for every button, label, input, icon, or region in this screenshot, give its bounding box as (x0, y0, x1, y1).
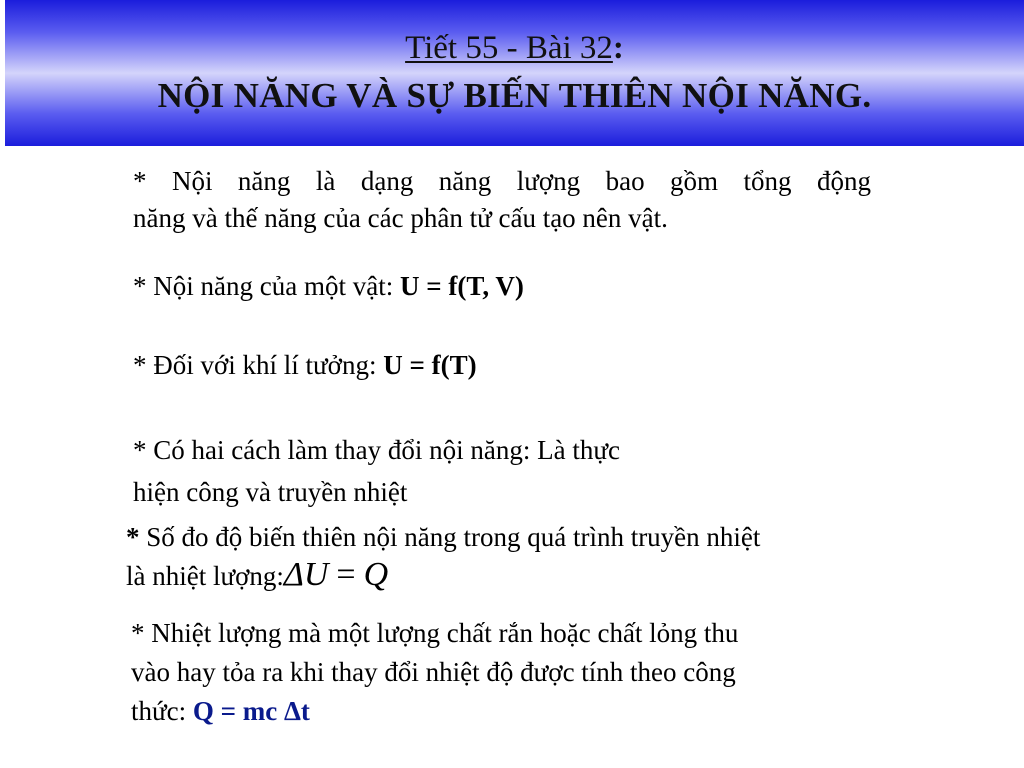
heat-measure-line-1 (126, 519, 760, 556)
lesson-number-text: Tiết 55 - Bài 32 (405, 30, 613, 66)
lesson-number (5, 30, 1024, 67)
page-title: NỘI NĂNG VÀ SỰ BIẾN THIÊN NỘI NĂNG. (157, 76, 872, 115)
delta-u-rhs: Q (363, 556, 389, 593)
heat-measure-line-2 (126, 556, 388, 595)
title-banner (5, 0, 1024, 146)
delta-u-formula (284, 556, 388, 593)
internal-energy-formula: U = f(T, V) (399, 271, 524, 301)
definition-paragraph (133, 163, 871, 237)
heat-formula-line-1: * Nhiệt lượng mà một lượng chất rắn hoặc chất lỏng thu (131, 618, 739, 648)
ways-to-change-line-2: hiện công và truyền nhiệt (133, 477, 408, 507)
heat-formula-line-2: vào hay tỏa ra khi thay đổi nhiệt độ được tính theo công (131, 657, 736, 687)
definition-line-2: năng và thế năng của các phân tử cấu tạo nên vật. (133, 203, 668, 233)
ideal-gas-statement (133, 347, 477, 384)
ideal-gas-formula: U = f(T) (383, 350, 477, 380)
heat-measure-text: Số đo độ biến thiên nội năng trong quá trình truyền nhiệt (139, 522, 761, 552)
heat-formula: Q = mc Δt (192, 696, 310, 726)
ideal-gas-text: * Đối với khí lí tưởng: (133, 350, 384, 380)
definition-line-1: * Nội năng là dạng năng lượng bao gồm tổng động (133, 166, 871, 196)
heat-measure-star: * (126, 522, 140, 552)
internal-energy-of-object (133, 268, 524, 305)
heat-formula-line-3 (131, 692, 738, 731)
ways-to-change-line-1: * Có hai cách làm thay đổi nội năng: Là thực (133, 435, 621, 465)
heat-measure-label: là nhiệt lượng: (126, 561, 284, 591)
delta-u-equals: = (336, 556, 356, 593)
delta-u-lhs: ΔU (283, 556, 329, 593)
heat-formula-paragraph (131, 614, 738, 731)
heat-formula-label: thức: (131, 696, 193, 726)
lesson-number-colon: : (612, 30, 624, 66)
internal-energy-of-object-text: * Nội năng của một vật: (133, 271, 400, 301)
